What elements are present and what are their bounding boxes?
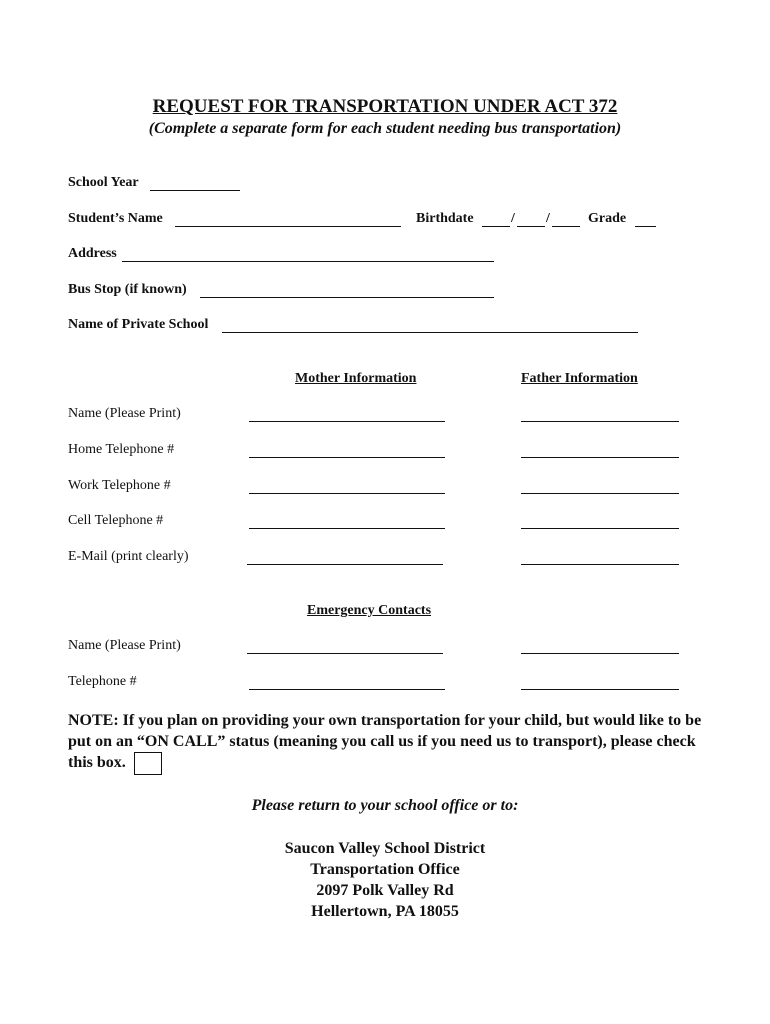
return-instructions: Please return to your school office or to: bbox=[251, 797, 519, 814]
father-email-field[interactable] bbox=[521, 564, 679, 565]
address-line-office: Transportation Office bbox=[310, 861, 460, 878]
birthdate-month-field[interactable] bbox=[482, 226, 510, 227]
birthdate-label: Birthdate bbox=[416, 211, 474, 226]
form-title: REQUEST FOR TRANSPORTATION UNDER ACT 372 bbox=[152, 96, 618, 117]
cell-telephone-label: Cell Telephone # bbox=[68, 513, 164, 528]
mother-info-heading: Mother Information bbox=[295, 371, 417, 386]
private-school-field[interactable] bbox=[222, 332, 638, 333]
grade-field[interactable] bbox=[635, 226, 656, 227]
email-label: E-Mail (print clearly) bbox=[68, 549, 189, 564]
mother-home-telephone-field[interactable] bbox=[249, 457, 445, 458]
on-call-note bbox=[68, 710, 708, 775]
school-year-field[interactable] bbox=[150, 190, 240, 191]
on-call-note-text: NOTE: If you plan on providing your own transportation for your child, but would like to be put on an “ON CALL” status (meaning you call us if you need us to transport), please check this box. bbox=[68, 712, 702, 772]
emergency-name-label: Name (Please Print) bbox=[68, 638, 181, 653]
emergency-name-field-1[interactable] bbox=[247, 653, 443, 654]
return-address bbox=[0, 838, 770, 922]
father-work-telephone-field[interactable] bbox=[521, 493, 679, 494]
emergency-name-field-2[interactable] bbox=[521, 653, 679, 654]
father-info-heading: Father Information bbox=[521, 371, 638, 386]
father-home-telephone-field[interactable] bbox=[521, 457, 679, 458]
parent-name-label: Name (Please Print) bbox=[68, 406, 181, 421]
address-line-city: Hellertown, PA 18055 bbox=[311, 903, 459, 920]
birthdate-separator: / bbox=[511, 211, 515, 226]
emergency-telephone-field-1[interactable] bbox=[249, 689, 445, 690]
home-telephone-label: Home Telephone # bbox=[68, 442, 175, 457]
mother-name-field[interactable] bbox=[249, 421, 445, 422]
emergency-telephone-field-2[interactable] bbox=[521, 689, 679, 690]
grade-label: Grade bbox=[588, 211, 627, 226]
address-line-street: 2097 Polk Valley Rd bbox=[316, 882, 454, 899]
bus-stop-label: Bus Stop (if known) bbox=[68, 282, 187, 297]
on-call-checkbox[interactable] bbox=[134, 752, 162, 775]
student-name-field[interactable] bbox=[175, 226, 401, 227]
bus-stop-field[interactable] bbox=[200, 297, 494, 298]
student-name-label: Student’s Name bbox=[68, 211, 163, 226]
emergency-telephone-label: Telephone # bbox=[68, 674, 137, 689]
work-telephone-label: Work Telephone # bbox=[68, 478, 171, 493]
address-label: Address bbox=[68, 246, 117, 261]
birthdate-day-field[interactable] bbox=[517, 226, 545, 227]
form-subtitle: (Complete a separate form for each student needing bus transportation) bbox=[148, 120, 622, 137]
father-cell-telephone-field[interactable] bbox=[521, 528, 679, 529]
mother-work-telephone-field[interactable] bbox=[249, 493, 445, 494]
address-line-district: Saucon Valley School District bbox=[284, 840, 486, 857]
father-name-field[interactable] bbox=[521, 421, 679, 422]
birthdate-separator: / bbox=[546, 211, 550, 226]
private-school-label: Name of Private School bbox=[68, 317, 209, 332]
mother-email-field[interactable] bbox=[247, 564, 443, 565]
birthdate-year-field[interactable] bbox=[552, 226, 580, 227]
address-field[interactable] bbox=[122, 261, 494, 262]
school-year-label: School Year bbox=[68, 175, 139, 190]
mother-cell-telephone-field[interactable] bbox=[249, 528, 445, 529]
emergency-contacts-heading: Emergency Contacts bbox=[307, 603, 432, 618]
